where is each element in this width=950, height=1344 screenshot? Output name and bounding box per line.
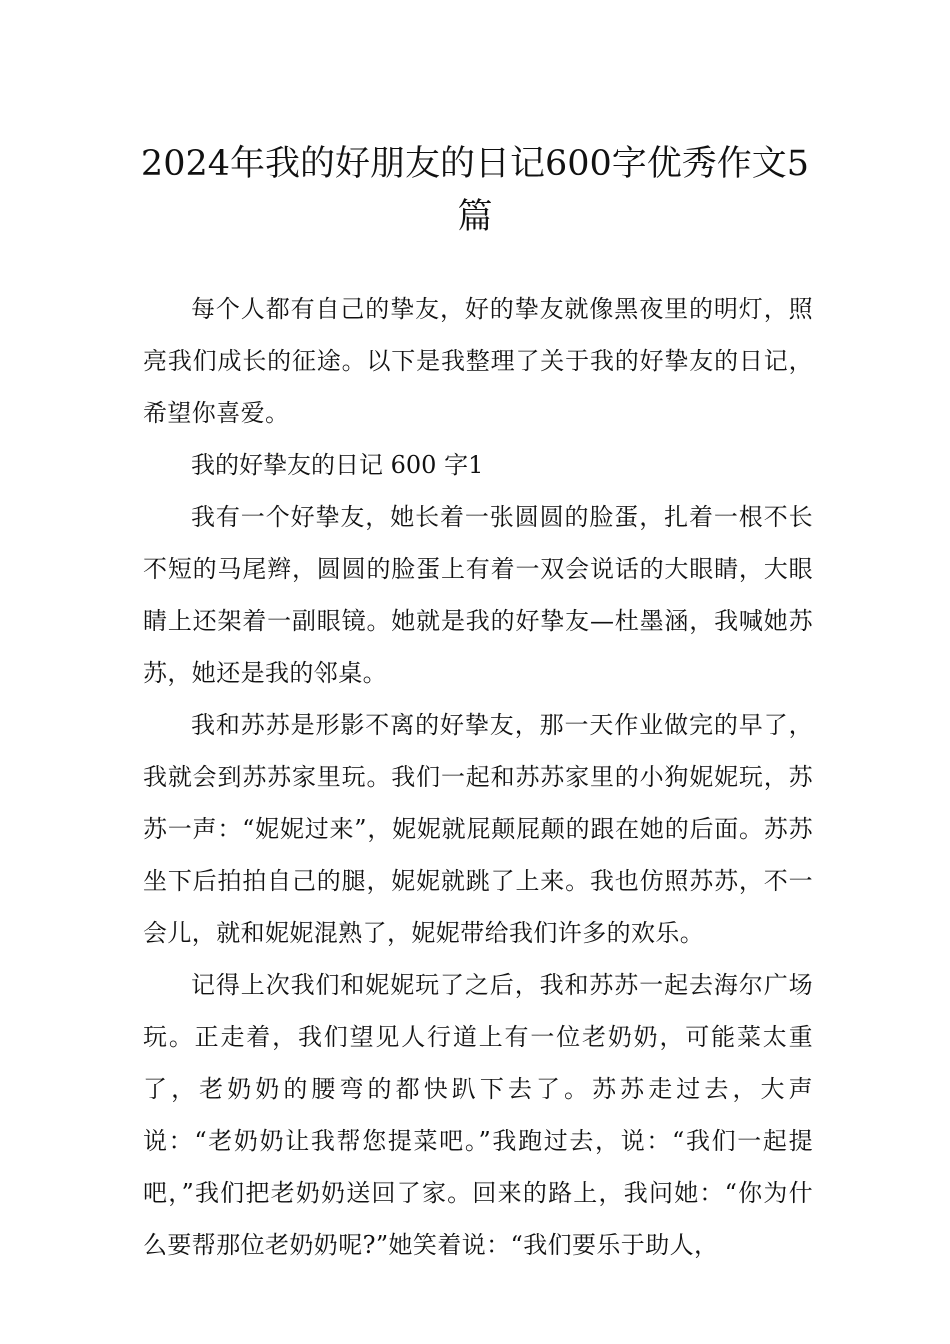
paragraph-intro: 每个人都有自己的挚友，好的挚友就像黑夜里的明灯，照亮我们成长的征途。以下是我整理了关于我的好挚友的日记，希望你喜爱。 — [143, 295, 813, 427]
paragraph-description: 我有一个好挚友，她长着一张圆圆的脸蛋，扎着一根不长不短的马尾辫，圆圆的脸蛋上有着一双会说话的大眼睛，大眼睛上还架着一副眼镜。她就是我的好挚友—杜墨涵，我喊她苏苏，她还是我的邻桌。 — [143, 503, 813, 687]
paragraph-playing: 我和苏苏是形影不离的好挚友，那一天作业做完的早了，我就会到苏苏家里玩。我们一起和苏苏家里的小狗妮妮玩，苏苏一声：“妮妮过来”，妮妮就屁颠屁颠的跟在她的后面。苏苏坐下后拍拍自己的腿，妮妮就跳了上来。我也仿照苏苏，不一会儿，就和妮妮混熟了，妮妮带给我们许多的欢乐。 — [143, 711, 813, 947]
section-heading: 我的好挚友的日记 600 字1 — [191, 451, 484, 479]
document-body — [143, 283, 813, 1271]
document-title: 2024年我的好朋友的日记600字优秀作文5篇 — [140, 144, 810, 237]
paragraph-helping: 记得上次我们和妮妮玩了之后，我和苏苏一起去海尔广场玩。正走着，我们望见人行道上有一位老奶奶，可能菜太重了，老奶奶的腰弯的都快趴下去了。苏苏走过去，大声说：“老奶奶让我帮您提菜吧。”我跑过去，说：“我们一起提吧，”我们把老奶奶送回了家。回来的路上，我问她：“你为什么要帮那位老奶奶呢?”她笑着说：“我们要乐于助人， — [143, 971, 813, 1259]
